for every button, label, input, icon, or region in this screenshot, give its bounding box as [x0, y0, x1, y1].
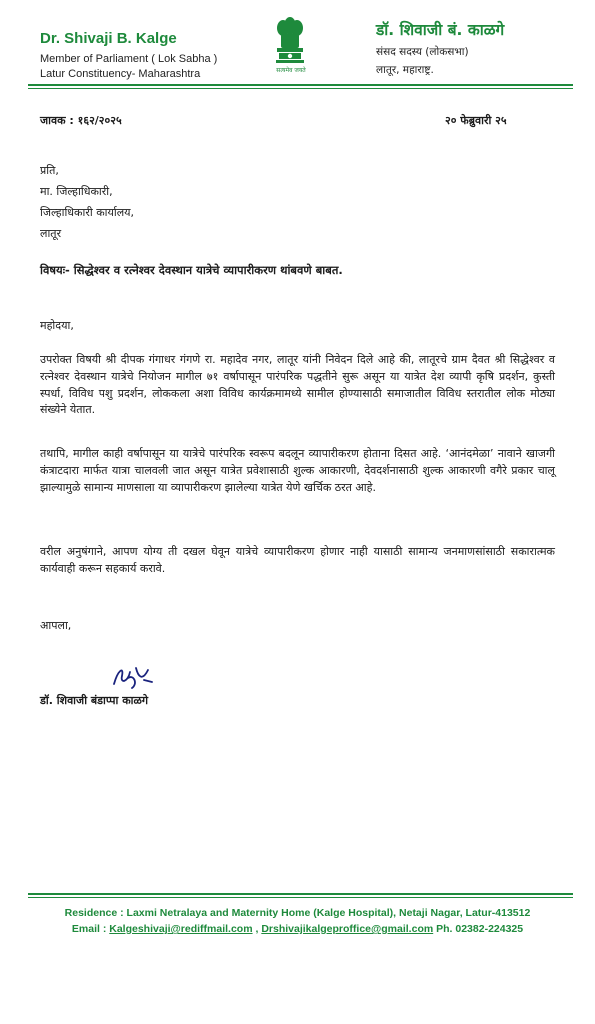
header-divider [28, 84, 573, 86]
letter-date: २० फेब्रुवारी २५ [445, 114, 507, 127]
footer-divider [28, 893, 573, 895]
mp-name-marathi: डॉ. शिवाजी बं. काळगे [376, 21, 505, 39]
place-marathi: लातूर, महाराष्ट्र. [376, 64, 434, 76]
recipient-title: मा. जिल्हाधिकारी, [40, 185, 113, 198]
email-link-1[interactable]: Kalgeshivaji@rediffmail.com [109, 923, 253, 935]
letter-subject: विषयः- सिद्धेश्वर व रत्नेश्वर देवस्थान यात्रेचे व्यापारीकरण थांबवणे बाबत. [40, 263, 343, 277]
mp-role-english: Member of Parliament ( Lok Sabha ) [40, 53, 218, 65]
email-separator: , [252, 923, 262, 935]
footer-residence: Residence : Laxmi Netralaya and Maternity Home (Kalge Hospital), Netaji Nagar, Latur-413512 [64, 907, 531, 919]
closing: आपला, [40, 619, 72, 632]
handwritten-signature [108, 662, 158, 692]
body-paragraph-1: उपरोक्त विषयी श्री दीपक गंगाधर गंगणे रा. महादेव नगर, लातूर यांनी निवेदन दिले आहे की, लातूरचे ग्राम दैवत श्री सिद्धेश्वर व रत्नेश्वर देवस्थान यात्रेचे नियोजन मागील ७१ वर्षापासून पारंपरिक पद्धतीने सुरू असून या यात्रेत देश व्यापी कृषि प्रदर्शन, कुस्ती स्पर्धा, विविध पशु प्रदर्शन, लोककला अशा विविध कार्यक्रमामध्ये सामील होण्यासाठी समाजातील विविध स्तरातील लोक मोठ्या संख्येने येतात. [40, 353, 555, 417]
phone-number: Ph. 02382-224325 [433, 923, 524, 935]
mp-role-marathi: संसद सदस्य (लोकसभा) [376, 46, 469, 58]
emblem-motto: सत्यमेव जयते [276, 67, 306, 74]
email-link-2[interactable]: Drshivajikalgeproffice@gmail.com [261, 923, 434, 935]
recipient-city: लातूर [40, 227, 62, 240]
mp-name-english: Dr. Shivaji B. Kalge [40, 30, 177, 47]
recipient-to: प्रति, [40, 164, 59, 177]
body-paragraph-3: वरील अनुषंगाने, आपण योग्य ती दखल घेवून यात्रेचे व्यापारीकरण होणार नाही यासाठी सामान्य जनमाणसांसाठी सकारात्मक कार्यवाही करून सहकार्य करावे. [40, 545, 555, 575]
signatory-name: डॉ. शिवाजी बंडाप्पा काळगे [40, 694, 149, 707]
footer-divider-thin [28, 897, 573, 898]
salutation: महोदया, [40, 319, 74, 332]
body-paragraph-2: तथापि, मागील काही वर्षापासून या यात्रेचे पारंपरिक स्वरूप बदलून व्यापारीकरण होताना दिसत आहे. ‘आनंदमेळा’ नावाने खाजगी कंत्राटदारा मार्फत यात्रा चालवली जात असून यात्रेत प्रवेशासाठी शुल्क आकारणी, देवदर्शनासाठी शुल्क आकारणी वगैरे प्रकार चालू झाल्यामुळे सामान्य माणसाला या व्यापारीकरण झालेल्या यात्रेत येणे खर्चिक ठरत आहे. [40, 447, 555, 494]
footer-contact [0, 923, 595, 935]
header-divider-thin [28, 88, 573, 89]
email-label: Email : [71, 923, 107, 935]
recipient-office: जिल्हाधिकारी कार्यालय, [40, 206, 135, 219]
constituency-english: Latur Constituency- Maharashtra [40, 68, 201, 80]
outward-number: जावक : १६२/२०२५ [40, 114, 122, 127]
